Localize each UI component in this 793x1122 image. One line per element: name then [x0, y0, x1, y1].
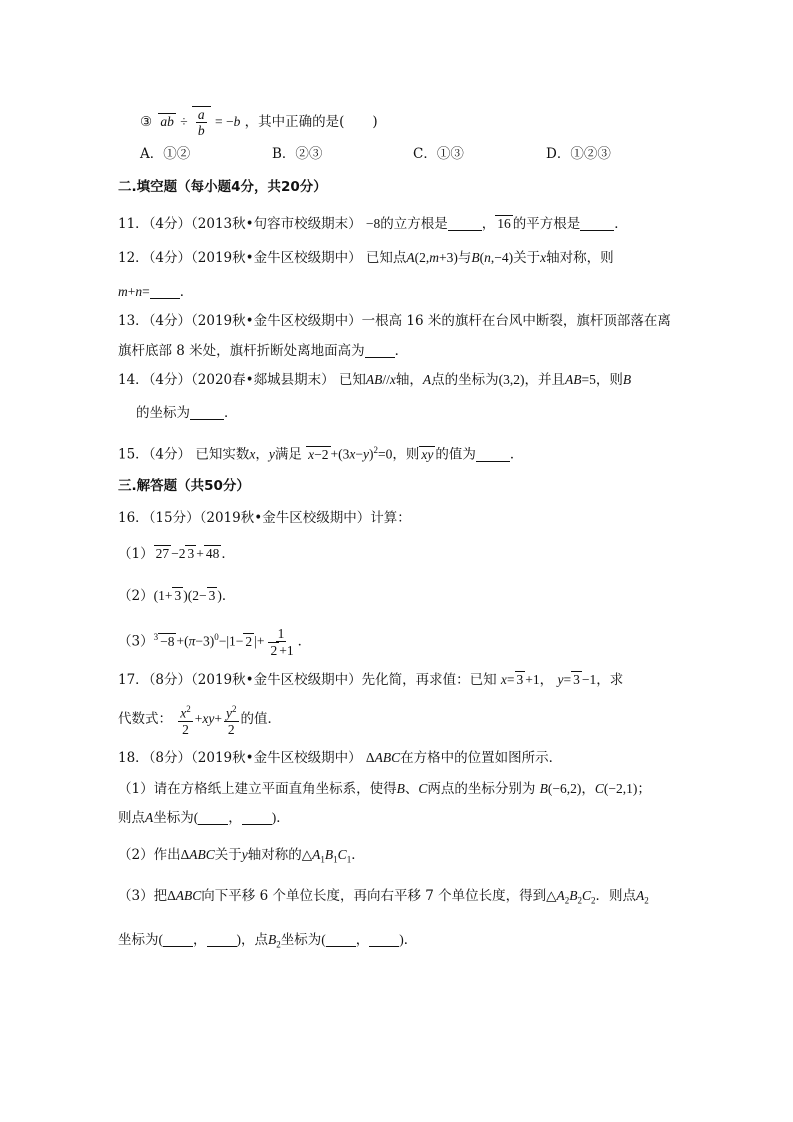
q14: 14．（4分）（2020春•郯城县期末） 已知AB//x轴，A点的坐标为(3,2)，并且AB=5，则B	[118, 372, 632, 388]
q10-item3: ③ ab ÷ $\frac{a}{b}$ = −b ，其中正确的是( )	[140, 107, 378, 138]
q17-line2: 代数式： $\frac{x^2}{2}$ +xy+ $\frac{y^2}{2}$ 的值．	[118, 704, 282, 737]
section2-title: 二.填空题（每小题4分，共20分）	[118, 179, 327, 195]
q18-part1-line2: 则点A坐标为( ， )．	[118, 810, 290, 826]
q13-line2: 旗杆底部 8 米处，旗杆折断处离地面高为 ．	[118, 343, 409, 359]
q14-line2: 的坐标为 ．	[136, 405, 238, 421]
q18-part1: （1）请在方格纸上建立平面直角坐标系，使得B、C两点的坐标分别为 B(−6,2)，C(−2,1)；	[118, 781, 651, 797]
q12-line2: m+n= ．	[118, 284, 194, 300]
q18-part3: （3）把ΔABC向下平移 6 个单位长度，再向右平移 7 个单位长度，得到$\triangle A_2B_2C_2$．则点$A_2$	[118, 888, 649, 906]
q13: 13．（4分）（2019秋•金牛区校级期中）一根高 16 米的旗杆在台风中断裂，旗杆顶部落在离	[118, 313, 671, 329]
q12: 12．（4分）（2019秋•金牛区校级期中） 已知点A(2,m+3)与B(n,−4)关于x轴对称，则	[118, 250, 614, 266]
q10-choice-c: C．①③	[413, 146, 464, 162]
q16-part1: （1） 27 −2 3 + 48 ．	[118, 546, 235, 562]
q11: 11．（4分）（2013秋•句容市校级期末） −8的立方根是 ， 16 的平方根是 ．	[118, 216, 628, 232]
q16-part2: （2）(1+ 3 )(2− 3 )．	[118, 588, 236, 604]
q10-choice-a: A．①②	[140, 146, 191, 162]
q15: 15．（4分） 已知实数x，y满足 $x-2 +(3x-y)^2=0$，则 xy 的值为 ．	[118, 445, 524, 463]
q18: 18．（8分）（2019秋•金牛区校级期中） ΔABC在方格中的位置如图所示．	[118, 750, 563, 766]
q18-part3-line2: 坐标为( ， )，点$B_2$坐标为( ， )．	[118, 932, 418, 950]
q18-part2: （2）作出ΔABC关于y轴对称的$\triangle A_1B_1C_1$．	[118, 847, 365, 865]
q16: 16．（15分）（2019秋•金牛区校级期中）计算：	[118, 510, 411, 526]
q10-choice-b: B．②③	[272, 146, 323, 162]
q17: 17．（8分）（2019秋•金牛区校级期中）先化简，再求值：已知 x= 3 +1， y= 3 −1，求	[118, 672, 624, 688]
section3-title: 三.解答题（共50分）	[118, 478, 250, 494]
q16-part3: $(3)^3 -8 +(\pi-3)^0-|1- 2$ |+ $\frac{1}{2 +1}$ ．	[118, 625, 312, 658]
q10-choice-d: D．①②③	[546, 146, 611, 162]
